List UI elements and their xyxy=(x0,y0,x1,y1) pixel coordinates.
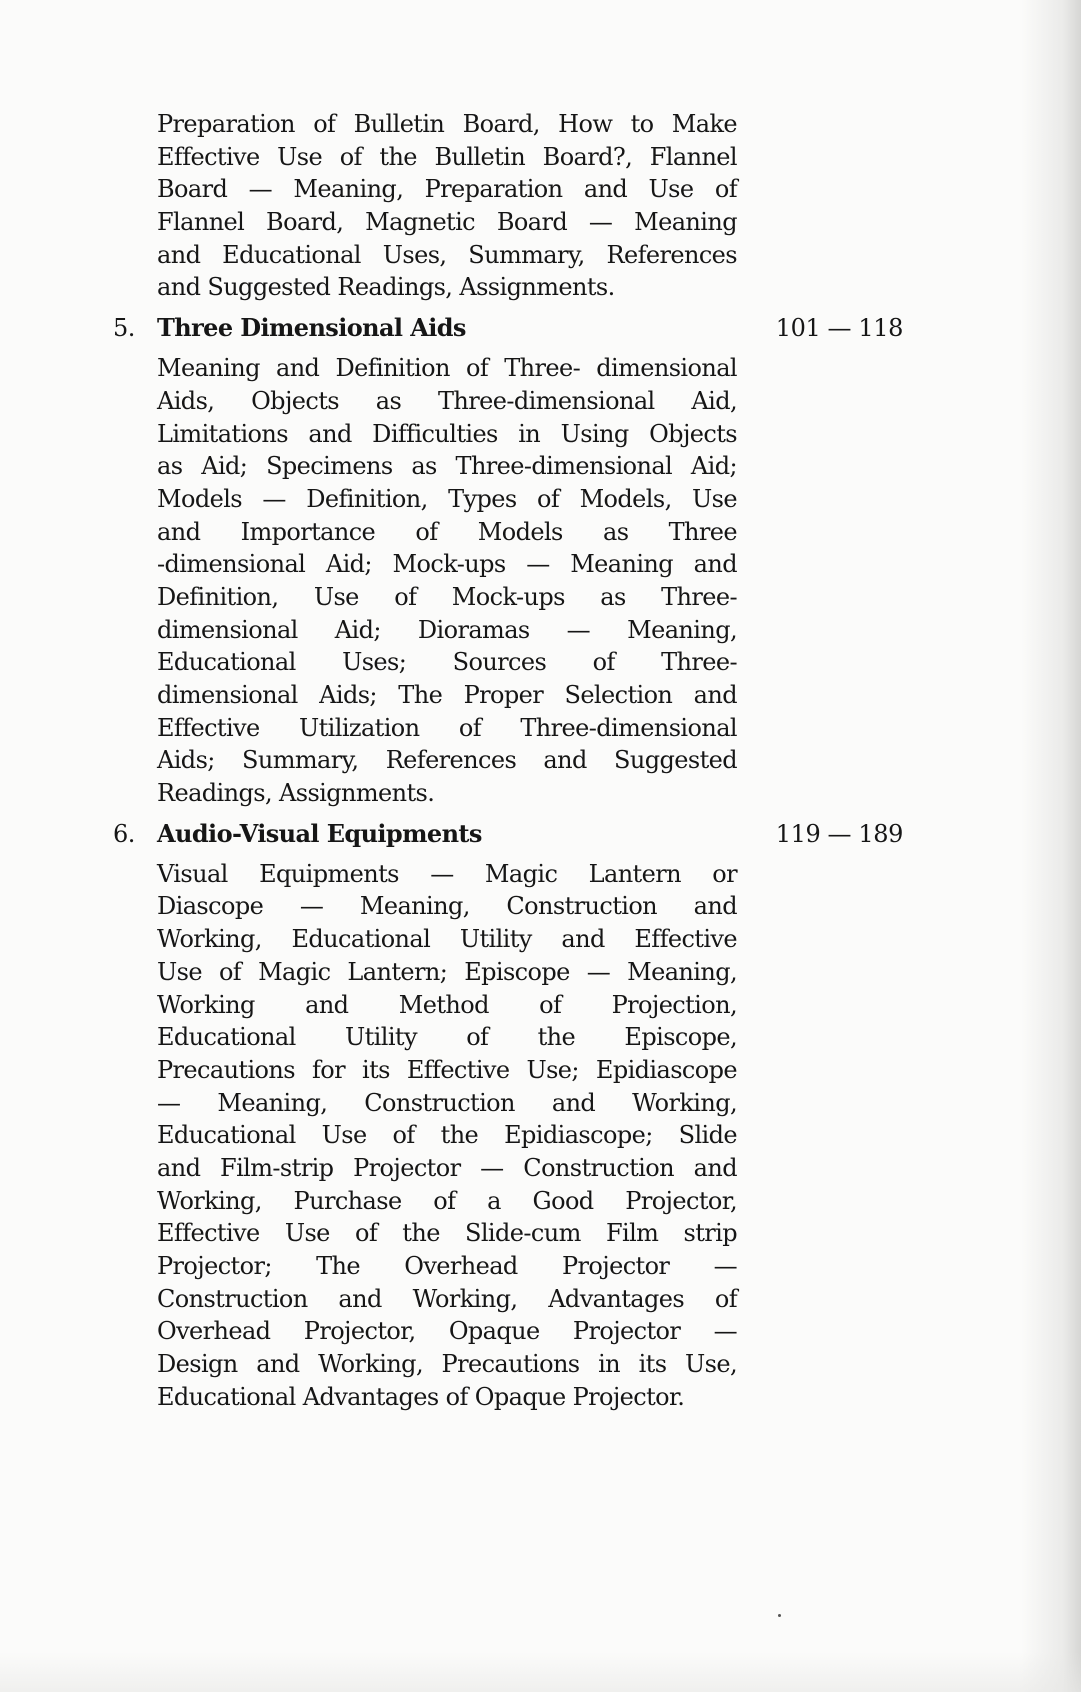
continuation-paragraph xyxy=(113,108,737,304)
page-edge-shadow xyxy=(1021,0,1081,1692)
text-line: Effective Use of the Bulletin Board?, Flannel xyxy=(157,142,737,171)
text-line: Models — Definition, Types of Models, Use xyxy=(157,484,737,513)
text-line: Educational Utility of the Episcope, xyxy=(157,1023,737,1052)
text-line: Effective Utilization of Three-dimensional xyxy=(157,713,737,742)
chapter-title: Audio-Visual Equipments xyxy=(157,818,482,848)
text-line: Diascope — Meaning, Construction and xyxy=(157,892,737,921)
text-line: dimensional Aid; Dioramas — Meaning, xyxy=(157,615,737,644)
text-line: Visual Equipments — Magic Lantern or xyxy=(157,859,737,888)
chapter-6-description xyxy=(113,858,737,1414)
text-line: Use of Magic Lantern; Episcope — Meaning, xyxy=(157,957,737,986)
chapter-entry-6 xyxy=(113,812,913,856)
chapter-page-range: 101 — 118 xyxy=(775,314,903,343)
text-line: and Educational Uses, Summary, References xyxy=(157,240,737,269)
text-line: Working, Educational Utility and Effective xyxy=(157,925,737,954)
text-line: Projector; The Overhead Projector — xyxy=(157,1252,737,1280)
text-line: Flannel Board, Magnetic Board — Meaning xyxy=(157,208,737,237)
text-line: Educational Uses; Sources of Three- xyxy=(157,648,737,677)
text-line: Readings, Assignments. xyxy=(157,779,435,808)
text-line: Definition, Use of Mock-ups as Three- xyxy=(157,582,737,611)
text-line: Aids, Objects as Three-dimensional Aid, xyxy=(157,386,737,415)
text-line: -dimensional Aid; Mock-ups — Meaning and xyxy=(157,550,737,579)
chapter-page-range: 119 — 189 xyxy=(775,819,903,848)
text-line: — Meaning, Construction and Working, xyxy=(157,1088,737,1117)
page-bottom-shadow xyxy=(0,1652,1081,1692)
text-line: and Suggested Readings, Assignments. xyxy=(157,273,615,302)
text-line: Working, Purchase of a Good Projector, xyxy=(157,1186,737,1215)
text-line: Precautions for its Effective Use; Epidiascope xyxy=(157,1055,737,1084)
text-line: Design and Working, Precautions in its Use, xyxy=(157,1350,737,1379)
text-line: and Film-strip Projector — Construction and xyxy=(157,1153,737,1182)
chapter-number: 5. xyxy=(113,314,135,343)
text-line: Aids; Summary, References and Suggested xyxy=(157,746,737,775)
chapter-number: 6. xyxy=(113,819,135,848)
text-line: Educational Use of the Epidiascope; Slide xyxy=(157,1121,737,1150)
text-line: Construction and Working, Advantages of xyxy=(157,1284,737,1313)
text-line: Limitations and Difficulties in Using Objects xyxy=(157,419,737,448)
chapter-5-description xyxy=(113,352,737,810)
paper-speck xyxy=(778,1614,781,1617)
text-line: Overhead Projector, Opaque Projector — xyxy=(157,1317,737,1346)
text-line: Meaning and Definition of Three- dimensional xyxy=(157,354,737,383)
text-line: Preparation of Bulletin Board, How to Make xyxy=(157,110,737,138)
toc-content xyxy=(113,108,913,1413)
text-line: as Aid; Specimens as Three-dimensional Aid; xyxy=(157,452,737,481)
text-line: dimensional Aids; The Proper Selection and xyxy=(157,681,737,709)
text-line: Effective Use of the Slide-cum Film strip xyxy=(157,1219,737,1248)
chapter-entry-5 xyxy=(113,306,913,350)
text-line: Educational Advantages of Opaque Projector. xyxy=(157,1382,685,1411)
chapter-title: Three Dimensional Aids xyxy=(157,313,466,343)
text-line: Working and Method of Projection, xyxy=(157,990,737,1019)
text-line: Board — Meaning, Preparation and Use of xyxy=(157,175,737,204)
text-line: and Importance of Models as Three xyxy=(157,517,737,546)
